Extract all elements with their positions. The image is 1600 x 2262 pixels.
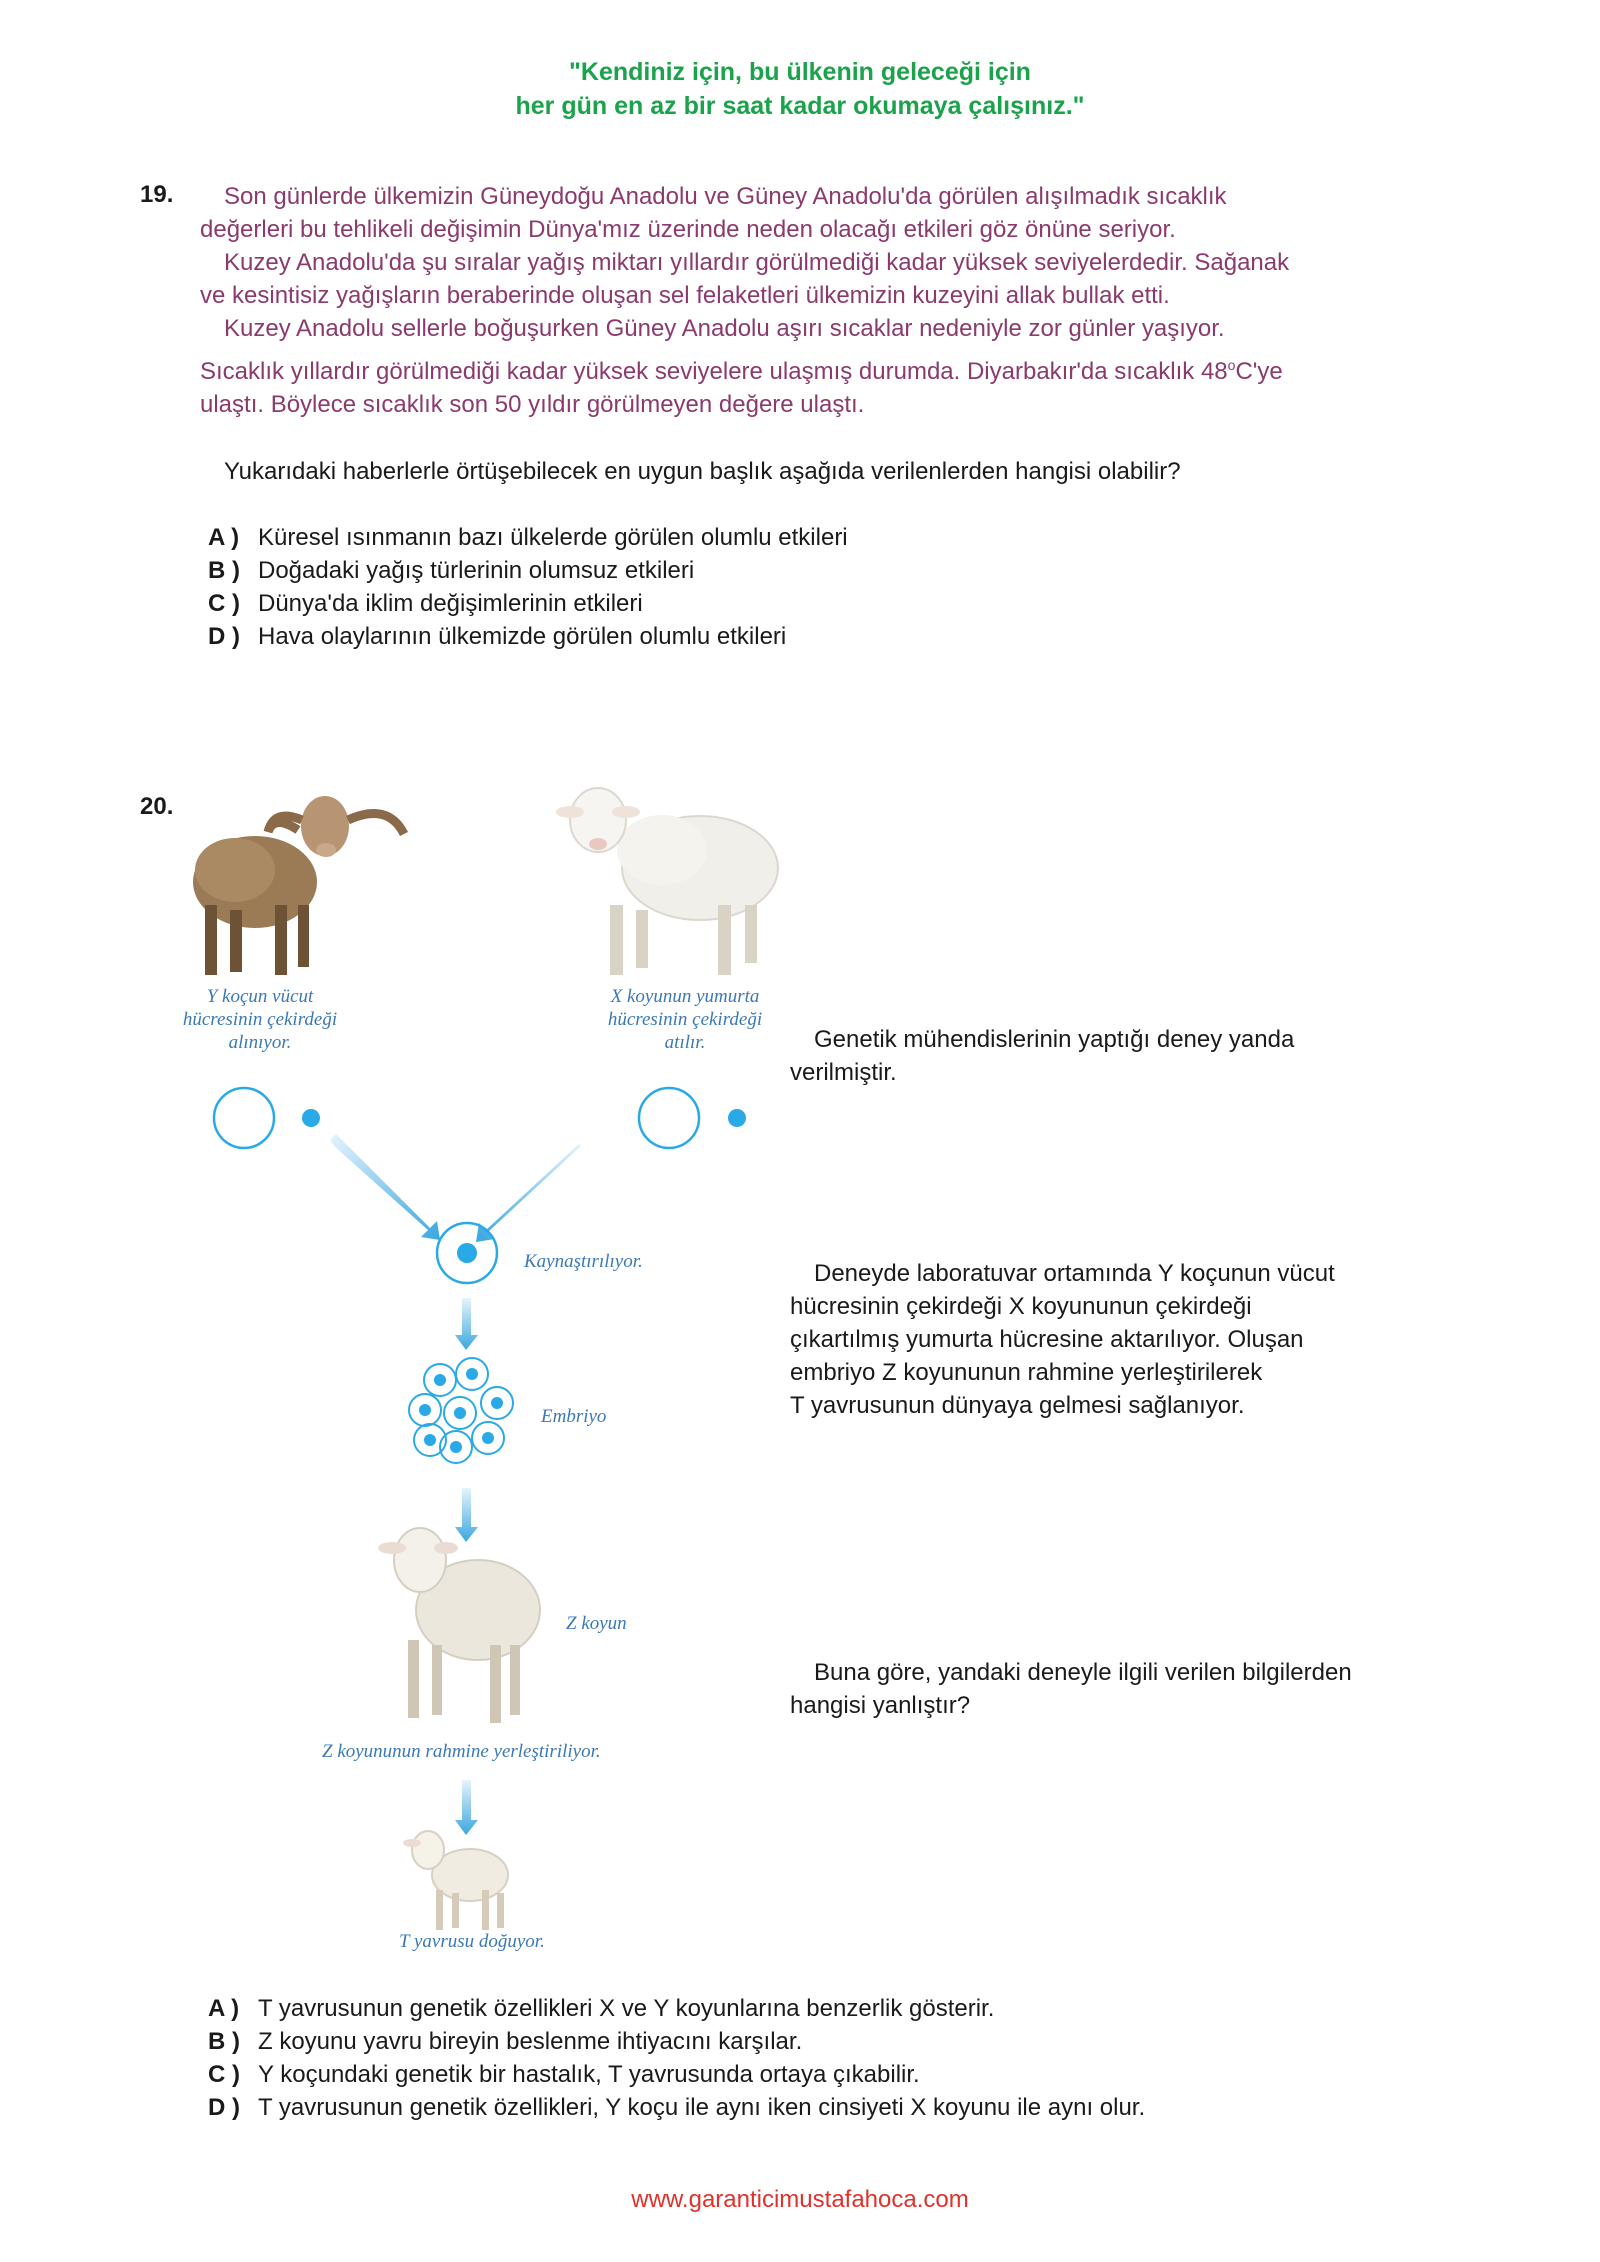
x-nucleus — [728, 1109, 746, 1127]
arrow-to-z — [455, 1488, 478, 1542]
caption-x-sheep: X koyunun yumurta hücresinin çekirdeği atılır. — [607, 986, 763, 1053]
option-d[interactable]: D ) T yavrusunun genetik özellikleri, Y koçu ile aynı iken cinsiyeti X koyunu ile aynı olur. — [208, 2094, 1146, 2121]
passage-line-temperature: Sıcaklık yıllardır görülmediği kadar yüksek seviyelere ulaşmış durumda. Diyarbakır'da sıcaklık 48$^o$C'ye — [200, 357, 1283, 385]
question-20-stem: Buna göre, yandaki deneyle ilgili verilen bilgilerden hangisi yanlıştır? — [790, 1659, 1352, 1719]
option-a[interactable]: A ) Küresel ısınmanın bazı ülkelerde görülen olumlu etkileri — [208, 524, 848, 551]
question-20-number: 20. — [140, 793, 174, 820]
passage-line: Son günlerde ülkemizin Güneydoğu Anadolu ve Güney Anadolu'da görülen alışılmadık sıcaklık — [224, 183, 1227, 210]
footer-url[interactable]: www.garanticimustafahoca.com — [631, 2186, 969, 2213]
question-19-number: 19. — [140, 181, 174, 208]
caption-fusion: Kaynaştırılıyor. — [524, 1251, 643, 1272]
x-egg-cell — [639, 1088, 699, 1148]
side-text-experiment: Deneyde laboratuvar ortamında Y koçunun vücut hücresinin çekirdeği X koyununun çekirdeği çıkartılmış yumurta hücresine aktarılıyor. Oluşan embriyo Z koyununun rahmine yerleştirilerek T yavrusunun dünyaya gelmesi sağlanıyor. — [790, 1260, 1335, 1419]
option-c[interactable]: C ) Dünya'da iklim değişimlerinin etkileri — [208, 590, 643, 617]
caption-z-sheep: Z koyun — [566, 1613, 627, 1634]
y-ram-image — [193, 796, 404, 975]
arrow-from-x — [476, 1140, 581, 1242]
passage-line: Kuzey Anadolu sellerle boğuşurken Güney Anadolu aşırı sıcaklar nedeniyle zor günler yaşıyor. — [224, 315, 1225, 342]
question-20-options — [208, 1992, 1145, 2124]
passage-line: değerleri bu tehlikeli değişimin Dünya'mız üzerinde neden olacağı etkileri göz önüne seriyor. — [200, 216, 1176, 243]
fused-nucleus — [457, 1243, 477, 1263]
passage-line: ve kesintisiz yağışların beraberinde oluşan sel felaketleri ülkemizin kuzeyini allak bullak etti. — [200, 282, 1170, 309]
x-sheep-image — [556, 788, 778, 975]
motto-line-2: her gün en az bir saat kadar okumaya çalışınız." — [515, 92, 1085, 120]
option-b[interactable]: B ) Z koyunu yavru bireyin beslenme ihtiyacını karşılar. — [208, 2028, 803, 2055]
motto-line-1: "Kendiniz için, bu ülkenin geleceği için — [569, 58, 1031, 86]
degree-sup: o — [1227, 357, 1236, 373]
caption-implant: Z koyununun rahmine yerleştiriliyor. — [322, 1741, 601, 1762]
option-d[interactable]: D ) Hava olaylarının ülkemizde görülen olumlu etkileri — [208, 623, 787, 650]
option-b[interactable]: B ) Doğadaki yağış türlerinin olumsuz etkileri — [208, 557, 695, 584]
y-nucleus — [302, 1109, 320, 1127]
arrow-from-y — [330, 1134, 440, 1240]
option-a[interactable]: A ) T yavrusunun genetik özellikleri X ve Y koyunlarına benzerlik gösterir. — [208, 1995, 995, 2022]
side-text-intro: Genetik mühendislerinin yaptığı deney yanda verilmiştir. — [790, 1026, 1295, 1086]
z-sheep-image — [378, 1528, 540, 1723]
arrow-to-embryo — [455, 1298, 478, 1350]
caption-y-ram: Y koçun vücut hücresinin çekirdeği alınıyor. — [182, 986, 338, 1053]
question-19-stem: Yukarıdaki haberlerle örtüşebilecek en uygun başlık aşağıda verilenlerden hangisi olabilir? — [224, 458, 1181, 485]
t-lamb-image — [403, 1831, 508, 1930]
y-cell — [214, 1088, 274, 1148]
caption-t-lamb: T yavrusu doğuyor. — [399, 1931, 545, 1952]
option-c[interactable]: C ) Y koçundaki genetik bir hastalık, T yavrusunda ortaya çıkabilir. — [208, 2061, 920, 2088]
arrow-to-t — [455, 1780, 478, 1835]
passage-line: Kuzey Anadolu'da şu sıralar yağış miktarı yıllardır görülmediği kadar yüksek seviyelerdedir. Sağanak — [224, 249, 1290, 276]
passage-line: ulaştı. Böylece sıcaklık son 50 yıldır görülmeyen değere ulaştı. — [200, 391, 865, 418]
caption-embryo: Embriyo — [541, 1406, 607, 1427]
